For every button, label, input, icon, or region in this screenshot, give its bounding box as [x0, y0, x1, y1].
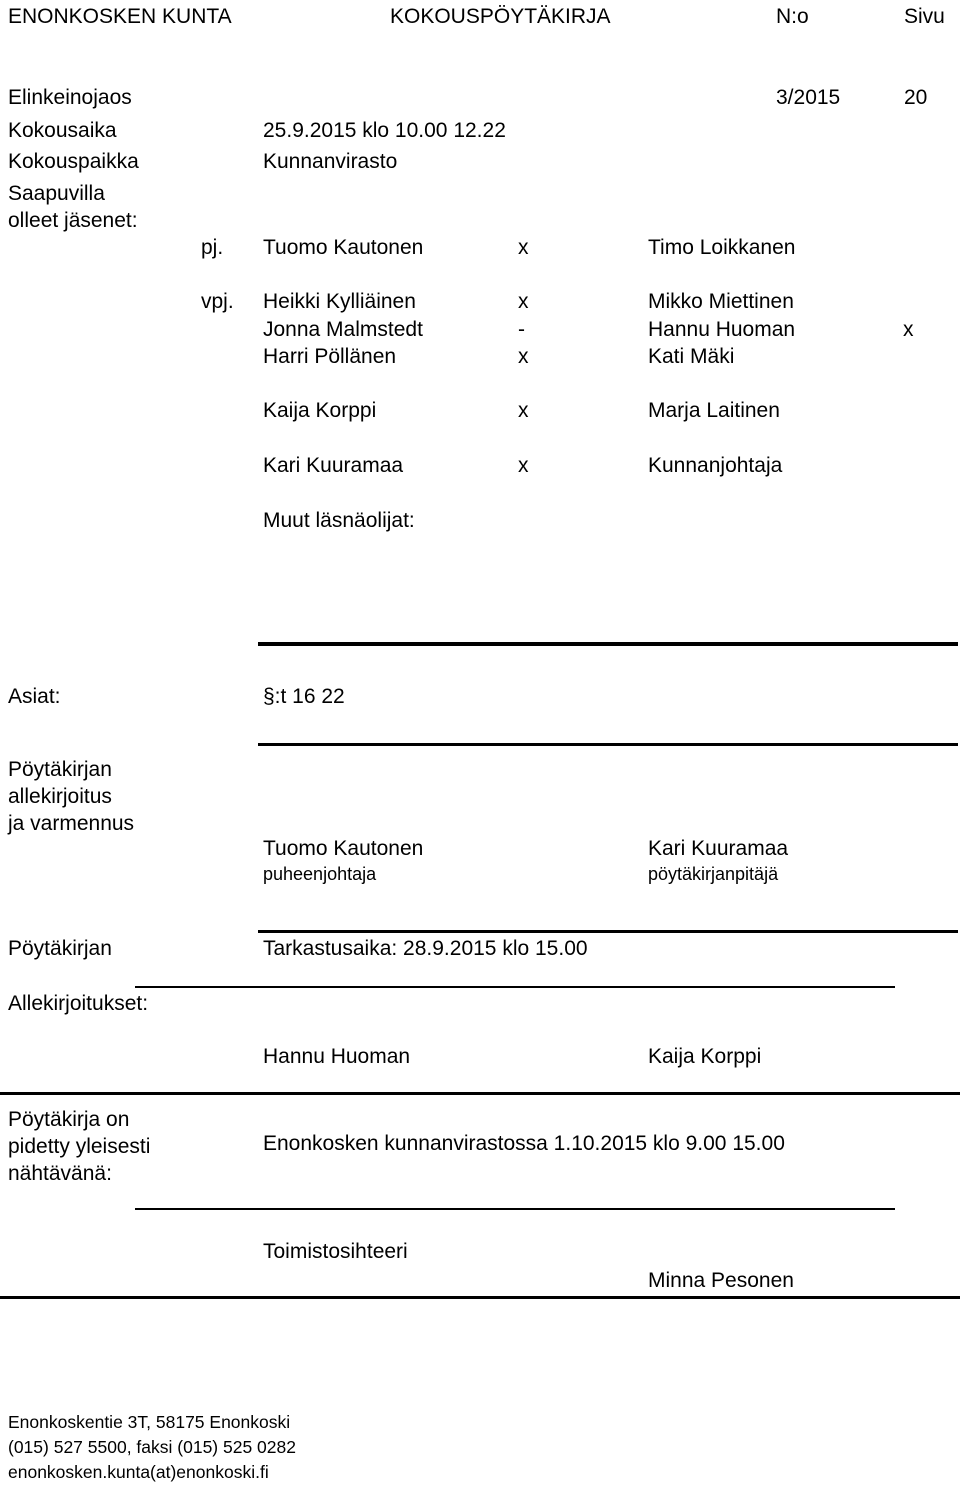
- signing-label: Pöytäkirjan allekirjoitus ja varmennus: [8, 758, 135, 835]
- attendance-mark: -: [518, 318, 525, 341]
- public-display-label: Pöytäkirja on pidetty yleisesti nähtävänä:: [8, 1108, 151, 1185]
- chair-signature-name: Tuomo Kautonen: [263, 837, 424, 860]
- attendance-mark: x: [518, 236, 529, 259]
- meeting-place-label: Kokouspaikka: [8, 150, 139, 173]
- reviewer-name-1: Hannu Huoman: [263, 1045, 411, 1068]
- member-name: Jonna Malmstedt: [263, 318, 423, 341]
- signer-name: Minna Pesonen: [648, 1269, 794, 1292]
- meeting-body: Elinkeinojaos: [8, 86, 132, 109]
- signature-line: [135, 986, 895, 988]
- member-name: Harri Pöllänen: [263, 345, 397, 368]
- meeting-time-value: 25.9.2015 klo 10.00 12.22: [263, 119, 506, 142]
- other-attendees-label: Muut läsnäolijat:: [263, 509, 415, 532]
- meeting-number: 3/2015: [776, 86, 841, 109]
- secretary-signature-name: Kari Kuuramaa: [648, 837, 789, 860]
- member-name: Heikki Kylliäinen: [263, 290, 416, 313]
- signature-line: [135, 1208, 895, 1210]
- deputy-name: Kati Mäki: [648, 345, 735, 368]
- header-page-label: Sivu: [904, 5, 945, 28]
- footer-address: Enonkoskentie 3T, 58175 Enonkoski (015) 527 5500, faksi (015) 525 0282 enonkosken.kunta(at)enonkoski.fi: [8, 1412, 296, 1482]
- deputy-name: Mikko Miettinen: [648, 290, 794, 313]
- member-name: Tuomo Kautonen: [263, 236, 424, 259]
- chair-role: pj.: [201, 236, 224, 259]
- secretary-signature-title: pöytäkirjanpitäjä: [648, 864, 779, 884]
- deputy-attendance-mark: x: [903, 318, 914, 341]
- section-divider: [258, 743, 958, 746]
- section-divider: [0, 1092, 960, 1095]
- signer-title: Toimistosihteeri: [263, 1240, 408, 1263]
- member-name: Kaija Korppi: [263, 399, 377, 422]
- meeting-time-label: Kokousaika: [8, 119, 117, 142]
- page-number: 20: [904, 86, 928, 109]
- reviewer-name-2: Kaija Korppi: [648, 1045, 762, 1068]
- attendance-mark: x: [518, 345, 529, 368]
- matters-value: §:t 16 22: [263, 685, 345, 708]
- review-label: Pöytäkirjan: [8, 937, 112, 960]
- matters-label: Asiat:: [8, 685, 61, 708]
- member-name: Kari Kuuramaa: [263, 454, 404, 477]
- chair-signature-title: puheenjohtaja: [263, 864, 377, 884]
- public-display-value: Enonkosken kunnanvirastossa 1.10.2015 klo 9.00 15.00: [263, 1132, 785, 1155]
- header-municipality: ENONKOSKEN KUNTA: [8, 5, 232, 28]
- attendance-mark: x: [518, 399, 529, 422]
- signatures-label: Allekirjoitukset:: [8, 992, 149, 1015]
- section-divider: [258, 642, 958, 646]
- header-number-label: N:o: [776, 5, 809, 28]
- attendance-mark: x: [518, 454, 529, 477]
- vice-chair-role: vpj.: [201, 290, 234, 313]
- review-time: Tarkastusaika: 28.9.2015 klo 15.00: [263, 937, 588, 960]
- section-divider: [0, 1296, 960, 1299]
- deputy-name: Hannu Huoman: [648, 318, 796, 341]
- header-doc-type: KOKOUSPÖYTÄKIRJA: [390, 5, 611, 28]
- deputy-name: Marja Laitinen: [648, 399, 780, 422]
- present-members-label: Saapuvilla olleet jäsenet:: [8, 182, 138, 232]
- section-divider: [258, 930, 958, 933]
- deputy-name: Kunnanjohtaja: [648, 454, 783, 477]
- attendance-mark: x: [518, 290, 529, 313]
- meeting-place-value: Kunnanvirasto: [263, 150, 398, 173]
- deputy-name: Timo Loikkanen: [648, 236, 796, 259]
